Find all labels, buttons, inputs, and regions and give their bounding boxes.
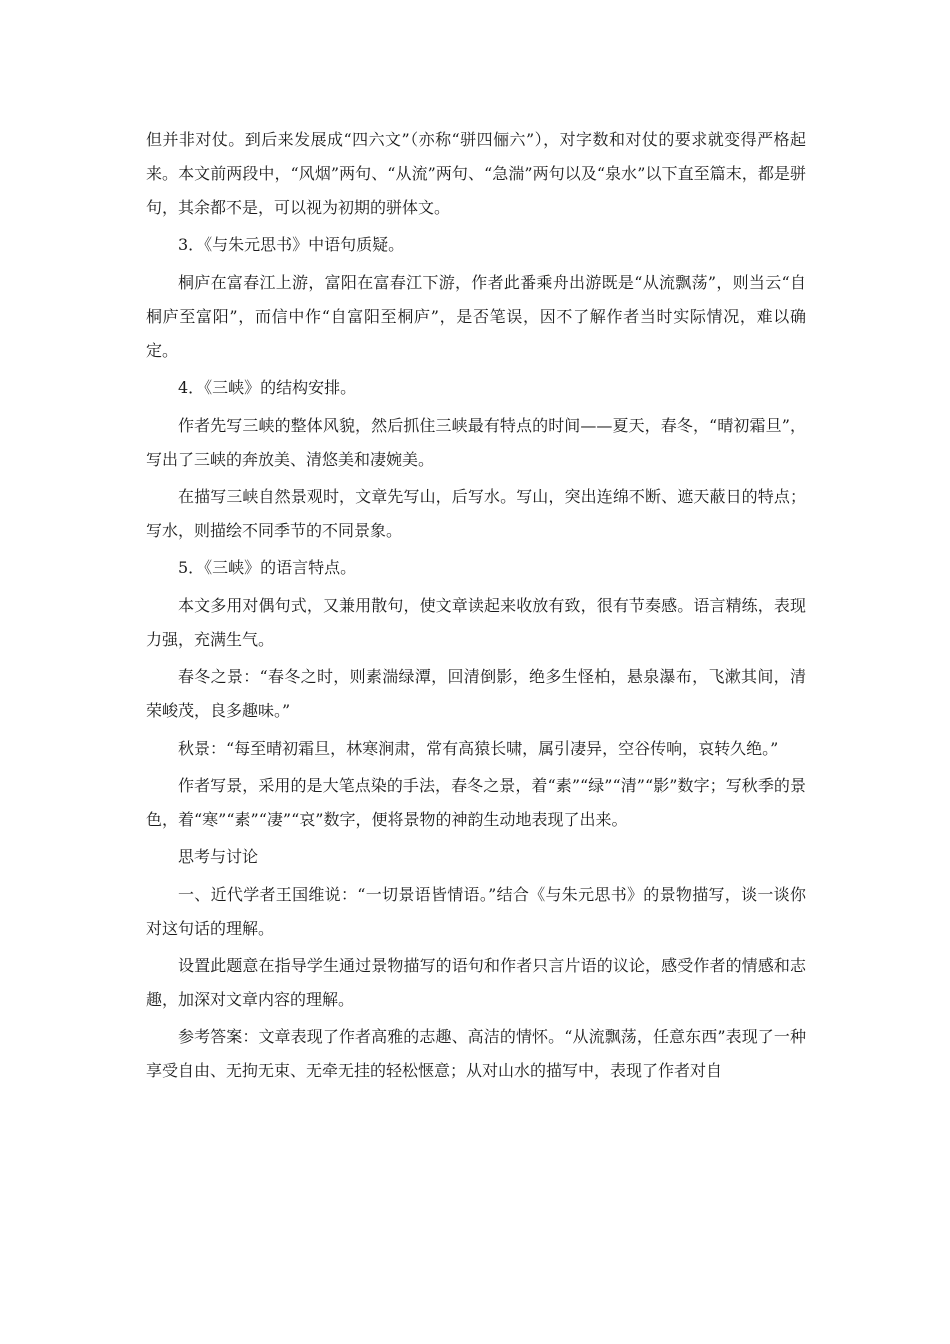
paragraph-8: 本文多用对偶句式，又兼用散句，使文章读起来收放有致，很有节奏感。语言精练，表现力强，充满生气。 (146, 595, 806, 649)
document-body (146, 123, 806, 1092)
paragraph-10: 秋景：“每至晴初霜旦，林寒涧肃，常有高猿长啸，属引凄异，空谷传响，哀转久绝。” (178, 738, 779, 758)
answer-paragraph: 参考答案：文章表现了作者高雅的志趣、高洁的情怀。“从流飘荡，任意东西”表现了一种享受自由、无拘无束、无牵无挂的轻松惬意；从对山水的描写中，表现了作者对自 (146, 1027, 806, 1081)
heading-3: 3．《与朱元思书》中语句质疑。 (178, 235, 405, 255)
paragraph-6: 在描写三峡自然景观时，文章先写山，后写水。写山，突出连绵不断、遮天蔽日的特点；写水，则描绘不同季节的不同景象。 (146, 486, 806, 540)
question-1: 一、近代学者王国维说：“一切景语皆情语。”结合《与朱元思书》的景物描写，谈一谈你对这句话的理解。 (146, 884, 806, 938)
paragraph-1: 但并非对仗。到后来发展成“四六文”（亦称“骈四俪六”），对字数和对仗的要求就变得严格起来。本文前两段中，“风烟”两句、“从流”两句、“急湍”两句以及“泉水”以下直至篇末，都是骈句，其余都不是，可以视为初期的骈体文。 (146, 130, 806, 217)
paragraph-9: 春冬之景：“春冬之时，则素湍绿潭，回清倒影，绝多生怪柏，悬泉瀑布，飞漱其间，清荣峻茂，良多趣味。” (146, 667, 806, 721)
heading-4: 4．《三峡》的结构安排。 (178, 378, 357, 398)
paragraph-14: 设置此题意在指导学生通过景物描写的语句和作者只言片语的议论，感受作者的情感和志趣，加深对文章内容的理解。 (146, 956, 806, 1010)
paragraph-3: 桐庐在富春江上游，富阳在富春江下游，作者此番乘舟出游既是“从流飘荡”，则当云“自桐庐至富阳”，而信中作“自富阳至桐庐”，是否笔误，因不了解作者当时实际情况，难以确定。 (146, 272, 806, 360)
section-heading: 思考与讨论 (178, 847, 259, 867)
paragraph-11: 作者写景，采用的是大笔点染的手法，春冬之景，着“素”“绿”“清”“影”数字；写秋季的景色，着“寒”“素”“凄”“哀”数字，便将景物的神韵生动地表现了出来。 (146, 775, 806, 829)
paragraph-5: 作者先写三峡的整体风貌，然后抓住三峡最有特点的时间——夏天，春冬，“晴初霜旦”，写出了三峡的奔放美、清悠美和凄婉美。 (146, 415, 806, 469)
heading-5: 5．《三峡》的语言特点。 (178, 558, 357, 578)
